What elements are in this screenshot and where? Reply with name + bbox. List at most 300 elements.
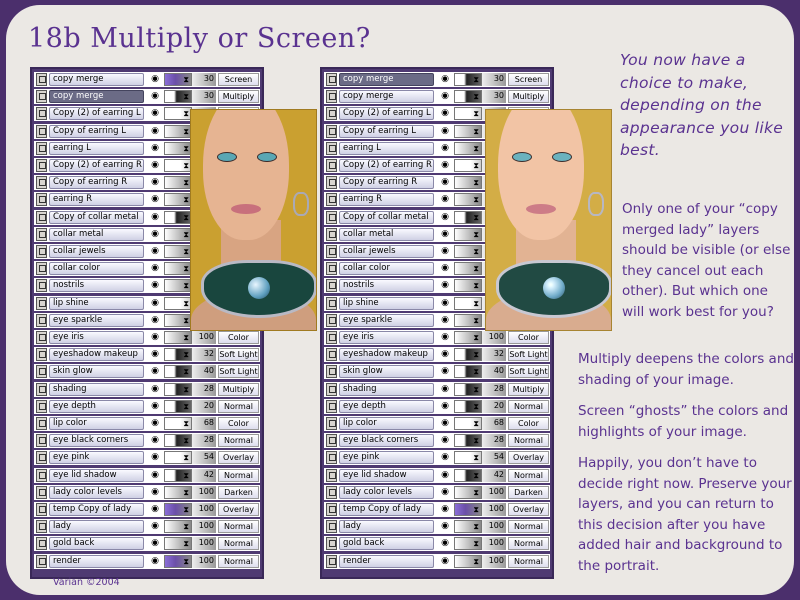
layer-row[interactable] <box>324 433 550 448</box>
layer-opacity[interactable]: 28 <box>482 383 506 396</box>
layer-thumbnail-icon[interactable] <box>36 331 47 344</box>
layer-thumbnail-icon[interactable] <box>326 331 337 344</box>
layer-mask-thumbnail[interactable] <box>454 107 482 120</box>
blend-mode-select[interactable]: Darken <box>508 486 549 499</box>
layer-row[interactable] <box>324 89 550 104</box>
layer-thumbnail-icon[interactable] <box>326 434 337 447</box>
layer-thumbnail-icon[interactable] <box>326 90 337 103</box>
layer-name[interactable]: gold back <box>49 537 144 550</box>
layer-opacity[interactable]: 100 <box>482 555 506 568</box>
layer-thumbnail-icon[interactable] <box>326 417 337 430</box>
layer-name[interactable]: collar metal <box>339 228 434 241</box>
layer-row[interactable] <box>34 347 260 362</box>
layer-mask-thumbnail[interactable] <box>454 125 482 138</box>
eye-visibility-icon[interactable]: ◉ <box>151 452 159 463</box>
layer-thumbnail-icon[interactable] <box>326 142 337 155</box>
layer-mask-thumbnail[interactable] <box>454 469 482 482</box>
layer-row[interactable] <box>324 519 550 534</box>
layer-row[interactable] <box>324 554 550 569</box>
layer-name[interactable]: collar jewels <box>49 245 144 258</box>
layer-mask-thumbnail[interactable] <box>164 383 192 396</box>
layer-mask-thumbnail[interactable] <box>164 503 192 516</box>
blend-mode-select[interactable]: Normal <box>508 434 549 447</box>
layer-mask-thumbnail[interactable] <box>164 469 192 482</box>
layer-name[interactable]: Copy of collar metal <box>339 211 434 224</box>
layer-thumbnail-icon[interactable] <box>36 262 47 275</box>
eye-visibility-icon[interactable]: ◉ <box>151 400 159 411</box>
layer-name[interactable]: earring L <box>49 142 144 155</box>
blend-mode-select[interactable]: Soft Light <box>509 350 548 360</box>
blend-mode-select[interactable]: Overlay <box>508 503 549 516</box>
layer-thumbnail-icon[interactable] <box>326 520 337 533</box>
layer-opacity[interactable]: 100 <box>482 486 506 499</box>
eye-visibility-icon[interactable]: ◉ <box>441 160 449 170</box>
layer-name[interactable]: Copy of collar metal <box>49 211 144 224</box>
blend-mode-select[interactable]: Color <box>508 331 549 344</box>
blend-mode-select[interactable]: Multiply <box>508 383 549 396</box>
layer-mask-thumbnail[interactable] <box>164 417 192 430</box>
layer-row[interactable] <box>324 502 550 517</box>
layer-row[interactable] <box>34 468 260 483</box>
layer-opacity[interactable]: 28 <box>192 434 216 447</box>
layer-mask-thumbnail[interactable] <box>164 228 192 241</box>
blend-mode-select[interactable]: Soft Light <box>509 367 548 377</box>
blend-mode-select[interactable]: Screen <box>218 73 259 86</box>
eye-visibility-icon[interactable]: ◉ <box>441 349 449 360</box>
layer-name[interactable]: eye iris <box>49 331 144 344</box>
eye-visibility-icon[interactable]: ◉ <box>441 400 449 411</box>
eye-visibility-icon[interactable]: ◉ <box>151 366 159 377</box>
blend-mode-select[interactable]: Screen <box>508 73 549 86</box>
layer-opacity[interactable]: 100 <box>192 555 216 568</box>
layer-opacity[interactable]: 30 <box>192 90 216 103</box>
layer-row[interactable] <box>34 72 260 87</box>
layer-mask-thumbnail[interactable] <box>164 297 192 310</box>
eye-visibility-icon[interactable]: ◉ <box>441 297 449 308</box>
layer-thumbnail-icon[interactable] <box>326 486 337 499</box>
blend-mode-select[interactable]: Normal <box>508 555 549 568</box>
layer-thumbnail-icon[interactable] <box>36 486 47 499</box>
eye-visibility-icon[interactable]: ◉ <box>441 418 449 428</box>
eye-visibility-icon[interactable]: ◉ <box>441 74 449 84</box>
layer-row[interactable] <box>34 519 260 534</box>
layer-mask-thumbnail[interactable] <box>454 159 482 172</box>
layer-mask-thumbnail[interactable] <box>164 486 192 499</box>
eye-visibility-icon[interactable]: ◉ <box>151 177 159 188</box>
eye-visibility-icon[interactable]: ◉ <box>151 74 159 84</box>
layer-name[interactable]: eye sparkle <box>49 314 144 327</box>
eye-visibility-icon[interactable]: ◉ <box>151 142 159 153</box>
layer-row[interactable] <box>324 450 550 465</box>
layer-mask-thumbnail[interactable] <box>164 107 192 120</box>
layer-opacity[interactable]: 30 <box>192 73 216 86</box>
layer-mask-thumbnail[interactable] <box>454 434 482 447</box>
layer-mask-thumbnail[interactable] <box>164 400 192 413</box>
layer-name[interactable]: nostrils <box>339 279 434 292</box>
layer-row[interactable] <box>324 347 550 362</box>
layer-mask-thumbnail[interactable] <box>164 159 192 172</box>
layer-thumbnail-icon[interactable] <box>36 142 47 155</box>
layer-name[interactable]: lip shine <box>339 297 434 310</box>
layer-mask-thumbnail[interactable] <box>164 176 192 189</box>
layer-opacity[interactable]: 32 <box>192 348 216 361</box>
eye-visibility-icon[interactable]: ◉ <box>441 314 449 325</box>
layer-name[interactable]: Copy of earring L <box>49 125 144 138</box>
layer-opacity[interactable]: 40 <box>192 365 216 378</box>
layer-name[interactable]: collar jewels <box>339 245 434 258</box>
layer-name[interactable]: Copy of earring L <box>339 125 434 138</box>
layer-mask-thumbnail[interactable] <box>454 262 482 275</box>
layer-name[interactable]: lip color <box>49 417 144 430</box>
layer-thumbnail-icon[interactable] <box>326 159 337 172</box>
eye-visibility-icon[interactable]: ◉ <box>441 504 449 514</box>
layer-thumbnail-icon[interactable] <box>326 193 337 206</box>
eye-visibility-icon[interactable]: ◉ <box>151 125 159 136</box>
layer-name[interactable]: eye pink <box>49 451 144 464</box>
layer-name[interactable]: gold back <box>339 537 434 550</box>
layer-opacity[interactable]: 100 <box>192 537 216 550</box>
layer-name[interactable]: copy merge <box>49 73 144 86</box>
layer-thumbnail-icon[interactable] <box>326 555 337 568</box>
layer-thumbnail-icon[interactable] <box>36 400 47 413</box>
layer-thumbnail-icon[interactable] <box>36 90 47 103</box>
eye-visibility-icon[interactable]: ◉ <box>151 108 159 119</box>
layer-opacity[interactable]: 100 <box>482 503 506 516</box>
layer-thumbnail-icon[interactable] <box>326 383 337 396</box>
eye-visibility-icon[interactable]: ◉ <box>151 332 159 342</box>
layer-opacity[interactable]: 68 <box>482 417 506 430</box>
blend-mode-select[interactable]: Darken <box>218 486 259 499</box>
layer-mask-thumbnail[interactable] <box>454 348 482 361</box>
layer-name[interactable]: render <box>339 555 434 568</box>
layer-mask-thumbnail[interactable] <box>164 73 192 86</box>
layer-mask-thumbnail[interactable] <box>454 503 482 516</box>
blend-mode-select[interactable]: Soft Light <box>219 367 258 377</box>
layer-opacity[interactable]: 42 <box>482 469 506 482</box>
layer-mask-thumbnail[interactable] <box>454 73 482 86</box>
blend-mode-select[interactable]: Normal <box>218 469 259 482</box>
layer-thumbnail-icon[interactable] <box>36 279 47 292</box>
layer-name[interactable]: Copy (2) of earring R <box>339 159 434 172</box>
layer-name[interactable]: lip color <box>339 417 434 430</box>
eye-visibility-icon[interactable]: ◉ <box>441 469 449 480</box>
eye-visibility-icon[interactable]: ◉ <box>151 504 159 514</box>
layer-thumbnail-icon[interactable] <box>326 176 337 189</box>
blend-mode-select[interactable]: Normal <box>218 520 259 533</box>
layer-thumbnail-icon[interactable] <box>36 520 47 533</box>
layer-name[interactable]: eye lid shadow <box>49 469 144 482</box>
layer-mask-thumbnail[interactable] <box>164 365 192 378</box>
layer-name[interactable]: eye depth <box>49 400 144 413</box>
layer-row[interactable] <box>34 450 260 465</box>
eye-visibility-icon[interactable]: ◉ <box>441 435 449 446</box>
eye-visibility-icon[interactable]: ◉ <box>151 486 159 497</box>
layer-row[interactable] <box>34 382 260 397</box>
layer-name[interactable]: shading <box>339 383 434 396</box>
blend-mode-select[interactable]: Multiply <box>218 383 259 396</box>
layer-thumbnail-icon[interactable] <box>36 434 47 447</box>
layer-mask-thumbnail[interactable] <box>164 90 192 103</box>
eye-visibility-icon[interactable]: ◉ <box>441 228 449 239</box>
layer-row[interactable] <box>324 364 550 379</box>
layer-mask-thumbnail[interactable] <box>164 193 192 206</box>
layer-mask-thumbnail[interactable] <box>454 451 482 464</box>
eye-visibility-icon[interactable]: ◉ <box>151 469 159 480</box>
layer-mask-thumbnail[interactable] <box>164 262 192 275</box>
layer-mask-thumbnail[interactable] <box>454 142 482 155</box>
layer-row[interactable] <box>34 416 260 431</box>
layer-name[interactable]: lady color levels <box>49 486 144 499</box>
eye-visibility-icon[interactable]: ◉ <box>441 486 449 497</box>
layer-thumbnail-icon[interactable] <box>326 245 337 258</box>
layer-name[interactable]: temp Copy of lady <box>339 503 434 516</box>
blend-mode-select[interactable]: Multiply <box>508 90 549 103</box>
layer-mask-thumbnail[interactable] <box>454 400 482 413</box>
layer-mask-thumbnail[interactable] <box>454 314 482 327</box>
layer-name[interactable]: eye black corners <box>49 434 144 447</box>
layer-thumbnail-icon[interactable] <box>326 314 337 327</box>
layer-mask-thumbnail[interactable] <box>454 297 482 310</box>
eye-visibility-icon[interactable]: ◉ <box>151 194 159 205</box>
layer-row[interactable] <box>34 399 260 414</box>
layer-name[interactable]: eyeshadow makeup <box>339 348 434 361</box>
layer-opacity[interactable]: 100 <box>192 331 216 344</box>
layer-thumbnail-icon[interactable] <box>326 211 337 224</box>
layer-opacity[interactable]: 20 <box>192 400 216 413</box>
layer-row[interactable] <box>324 399 550 414</box>
eye-visibility-icon[interactable]: ◉ <box>441 91 449 102</box>
layer-name[interactable]: Copy (2) of earring L <box>339 107 434 120</box>
layer-mask-thumbnail[interactable] <box>164 348 192 361</box>
eye-visibility-icon[interactable]: ◉ <box>441 366 449 377</box>
layer-name[interactable]: render <box>49 555 144 568</box>
layer-mask-thumbnail[interactable] <box>454 383 482 396</box>
layer-opacity[interactable]: 28 <box>192 383 216 396</box>
blend-mode-select[interactable]: Normal <box>508 520 549 533</box>
layer-thumbnail-icon[interactable] <box>326 365 337 378</box>
layer-mask-thumbnail[interactable] <box>164 520 192 533</box>
blend-mode-select[interactable]: Multiply <box>218 90 259 103</box>
layer-thumbnail-icon[interactable] <box>36 176 47 189</box>
layer-name[interactable]: nostrils <box>49 279 144 292</box>
layer-opacity[interactable]: 100 <box>482 537 506 550</box>
eye-visibility-icon[interactable]: ◉ <box>151 418 159 428</box>
layer-mask-thumbnail[interactable] <box>454 537 482 550</box>
layer-mask-thumbnail[interactable] <box>164 537 192 550</box>
layer-opacity[interactable]: 54 <box>192 451 216 464</box>
layer-opacity[interactable]: 30 <box>482 73 506 86</box>
layer-opacity[interactable]: 100 <box>482 520 506 533</box>
layer-name[interactable]: earring L <box>339 142 434 155</box>
layer-mask-thumbnail[interactable] <box>164 245 192 258</box>
layer-row[interactable] <box>324 330 550 345</box>
layer-row[interactable] <box>324 468 550 483</box>
layer-thumbnail-icon[interactable] <box>36 537 47 550</box>
layer-thumbnail-icon[interactable] <box>36 314 47 327</box>
layer-row[interactable] <box>324 382 550 397</box>
layer-name[interactable]: collar metal <box>49 228 144 241</box>
blend-mode-select[interactable]: Normal <box>218 434 259 447</box>
eye-visibility-icon[interactable]: ◉ <box>441 555 449 566</box>
eye-visibility-icon[interactable]: ◉ <box>441 177 449 188</box>
layer-thumbnail-icon[interactable] <box>326 348 337 361</box>
layer-row[interactable] <box>34 536 260 551</box>
layer-name[interactable]: lady <box>49 520 144 533</box>
layer-name[interactable]: Copy (2) of earring R <box>49 159 144 172</box>
layer-opacity[interactable]: 100 <box>192 520 216 533</box>
layer-thumbnail-icon[interactable] <box>326 262 337 275</box>
blend-mode-select[interactable]: Color <box>508 417 549 430</box>
layer-mask-thumbnail[interactable] <box>454 520 482 533</box>
layer-mask-thumbnail[interactable] <box>164 125 192 138</box>
layer-name[interactable]: skin glow <box>339 365 434 378</box>
layer-thumbnail-icon[interactable] <box>36 193 47 206</box>
layer-name[interactable]: copy merge <box>49 90 144 103</box>
layer-thumbnail-icon[interactable] <box>326 297 337 310</box>
layer-row[interactable] <box>324 485 550 500</box>
blend-mode-select[interactable]: Color <box>218 417 259 430</box>
layer-name[interactable]: lip shine <box>49 297 144 310</box>
layer-name[interactable]: eye iris <box>339 331 434 344</box>
blend-mode-select[interactable]: Soft Light <box>219 350 258 360</box>
eye-visibility-icon[interactable]: ◉ <box>151 314 159 325</box>
layer-thumbnail-icon[interactable] <box>36 297 47 310</box>
layer-thumbnail-icon[interactable] <box>36 417 47 430</box>
layer-row[interactable] <box>324 416 550 431</box>
layer-opacity[interactable]: 32 <box>482 348 506 361</box>
layer-opacity[interactable]: 40 <box>482 365 506 378</box>
layer-opacity[interactable]: 100 <box>192 503 216 516</box>
layer-thumbnail-icon[interactable] <box>36 365 47 378</box>
layer-row[interactable] <box>34 502 260 517</box>
layer-thumbnail-icon[interactable] <box>36 125 47 138</box>
layer-thumbnail-icon[interactable] <box>326 537 337 550</box>
blend-mode-select[interactable]: Normal <box>218 400 259 413</box>
layer-thumbnail-icon[interactable] <box>36 107 47 120</box>
eye-visibility-icon[interactable]: ◉ <box>151 538 159 549</box>
layer-thumbnail-icon[interactable] <box>326 400 337 413</box>
eye-visibility-icon[interactable]: ◉ <box>151 349 159 360</box>
blend-mode-select[interactable]: Overlay <box>218 451 259 464</box>
layer-opacity[interactable]: 30 <box>482 90 506 103</box>
layer-opacity[interactable]: 54 <box>482 451 506 464</box>
layer-thumbnail-icon[interactable] <box>36 469 47 482</box>
eye-visibility-icon[interactable]: ◉ <box>151 91 159 102</box>
layer-opacity[interactable]: 100 <box>482 331 506 344</box>
eye-visibility-icon[interactable]: ◉ <box>441 521 449 532</box>
eye-visibility-icon[interactable]: ◉ <box>151 521 159 532</box>
layer-row[interactable] <box>34 330 260 345</box>
blend-mode-select[interactable]: Normal <box>218 555 259 568</box>
layer-thumbnail-icon[interactable] <box>36 383 47 396</box>
layer-mask-thumbnail[interactable] <box>454 228 482 241</box>
layer-mask-thumbnail[interactable] <box>164 331 192 344</box>
eye-visibility-icon[interactable]: ◉ <box>441 246 449 256</box>
layer-mask-thumbnail[interactable] <box>454 486 482 499</box>
blend-mode-select[interactable]: Normal <box>508 469 549 482</box>
eye-visibility-icon[interactable]: ◉ <box>441 211 449 222</box>
layer-mask-thumbnail[interactable] <box>454 176 482 189</box>
layer-row[interactable] <box>324 72 550 87</box>
eye-visibility-icon[interactable]: ◉ <box>151 246 159 256</box>
eye-visibility-icon[interactable]: ◉ <box>441 538 449 549</box>
layer-thumbnail-icon[interactable] <box>36 73 47 86</box>
layer-thumbnail-icon[interactable] <box>36 245 47 258</box>
blend-mode-select[interactable]: Overlay <box>508 451 549 464</box>
layer-mask-thumbnail[interactable] <box>454 211 482 224</box>
layer-row[interactable] <box>34 485 260 500</box>
blend-mode-select[interactable]: Color <box>218 331 259 344</box>
eye-visibility-icon[interactable]: ◉ <box>151 435 159 446</box>
layer-mask-thumbnail[interactable] <box>454 417 482 430</box>
layer-opacity[interactable]: 68 <box>192 417 216 430</box>
layer-mask-thumbnail[interactable] <box>454 555 482 568</box>
layer-thumbnail-icon[interactable] <box>326 228 337 241</box>
eye-visibility-icon[interactable]: ◉ <box>441 125 449 136</box>
layer-thumbnail-icon[interactable] <box>36 348 47 361</box>
layer-opacity[interactable]: 42 <box>192 469 216 482</box>
eye-visibility-icon[interactable]: ◉ <box>151 160 159 170</box>
layer-opacity[interactable]: 20 <box>482 400 506 413</box>
layer-name[interactable]: copy merge <box>339 90 434 103</box>
layer-mask-thumbnail[interactable] <box>454 279 482 292</box>
layer-mask-thumbnail[interactable] <box>164 434 192 447</box>
layer-mask-thumbnail[interactable] <box>164 451 192 464</box>
eye-visibility-icon[interactable]: ◉ <box>441 332 449 342</box>
layer-thumbnail-icon[interactable] <box>326 503 337 516</box>
eye-visibility-icon[interactable]: ◉ <box>441 383 449 394</box>
layer-thumbnail-icon[interactable] <box>36 159 47 172</box>
blend-mode-select[interactable]: Normal <box>508 400 549 413</box>
layer-name[interactable]: eye black corners <box>339 434 434 447</box>
layer-name[interactable]: earring R <box>49 193 144 206</box>
layer-thumbnail-icon[interactable] <box>36 228 47 241</box>
eye-visibility-icon[interactable]: ◉ <box>151 555 159 566</box>
layer-thumbnail-icon[interactable] <box>36 555 47 568</box>
eye-visibility-icon[interactable]: ◉ <box>441 142 449 153</box>
layer-mask-thumbnail[interactable] <box>454 331 482 344</box>
layer-opacity[interactable]: 100 <box>192 486 216 499</box>
layer-thumbnail-icon[interactable] <box>326 73 337 86</box>
layer-row[interactable] <box>324 536 550 551</box>
eye-visibility-icon[interactable]: ◉ <box>151 228 159 239</box>
layer-name[interactable]: eye sparkle <box>339 314 434 327</box>
layer-name[interactable]: earring R <box>339 193 434 206</box>
layer-name[interactable]: Copy of earring R <box>49 176 144 189</box>
blend-mode-select[interactable]: Overlay <box>218 503 259 516</box>
layer-thumbnail-icon[interactable] <box>326 451 337 464</box>
layer-name[interactable]: skin glow <box>49 365 144 378</box>
blend-mode-select[interactable]: Normal <box>218 537 259 550</box>
eye-visibility-icon[interactable]: ◉ <box>441 280 449 291</box>
layer-name[interactable]: collar color <box>49 262 144 275</box>
layer-name[interactable]: collar color <box>339 262 434 275</box>
layer-name[interactable]: Copy of earring R <box>339 176 434 189</box>
layer-thumbnail-icon[interactable] <box>326 469 337 482</box>
eye-visibility-icon[interactable]: ◉ <box>151 263 159 274</box>
layer-mask-thumbnail[interactable] <box>454 90 482 103</box>
layer-mask-thumbnail[interactable] <box>164 279 192 292</box>
layer-thumbnail-icon[interactable] <box>326 279 337 292</box>
layer-row[interactable] <box>34 89 260 104</box>
layer-name[interactable]: eye lid shadow <box>339 469 434 482</box>
eye-visibility-icon[interactable]: ◉ <box>441 263 449 274</box>
layer-mask-thumbnail[interactable] <box>454 193 482 206</box>
layer-thumbnail-icon[interactable] <box>36 211 47 224</box>
layer-name[interactable]: lady color levels <box>339 486 434 499</box>
layer-thumbnail-icon[interactable] <box>36 451 47 464</box>
layer-thumbnail-icon[interactable] <box>326 125 337 138</box>
